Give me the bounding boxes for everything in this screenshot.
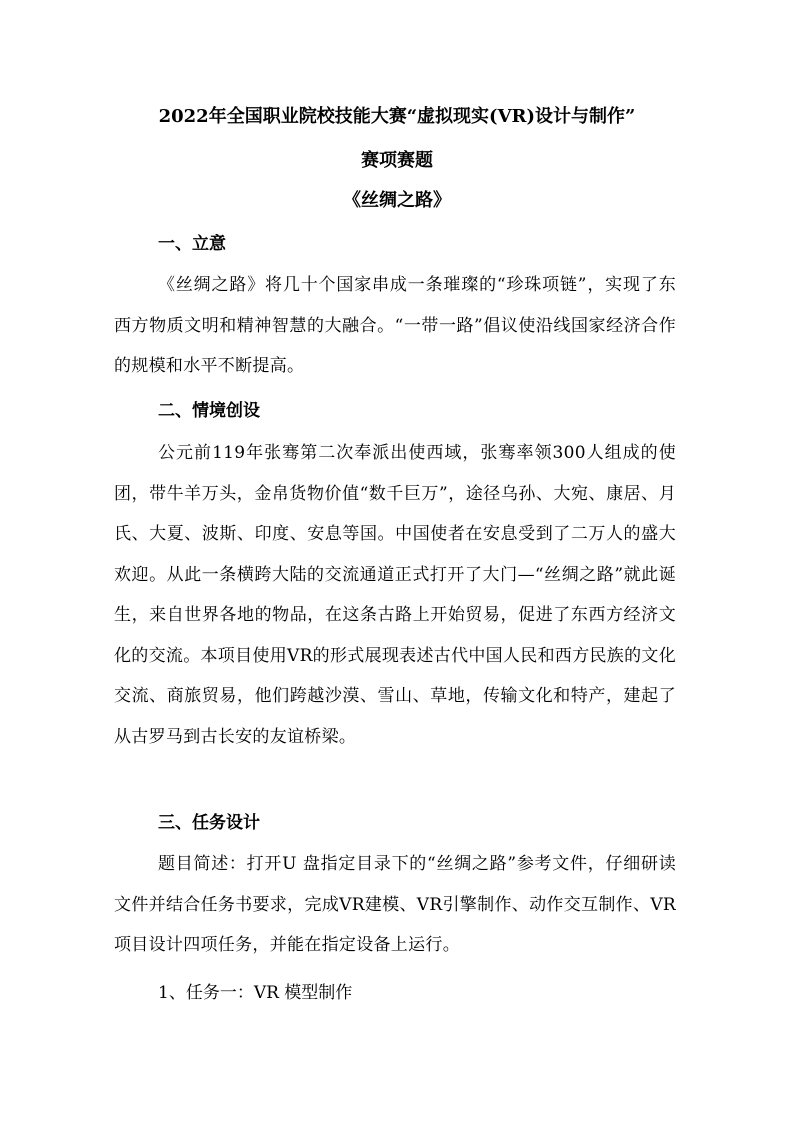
section-paragraph-task-design: 题目简述：打开U 盘指定目录下的“丝绸之路”参考文件，仔细研读文件并结合任务书要求，完成VR建模、VR引擎制作、动作交互制作、VR项目设计四项任务，并能在指定设备上运行。: [114, 854, 676, 955]
section-heading-scenario: 二、情境创设: [158, 401, 260, 421]
document-title-line-1: 2022年全国职业院校技能大赛“虚拟现实(VR)设计与制作”: [158, 106, 636, 127]
document-title-line-3: 《丝绸之路》: [343, 190, 451, 211]
section-paragraph-scenario: 公元前119年张骞第二次奉派出使西域，张骞率领300人组成的使团，带牛羊万头，金帛货物价值“数千巨万”，途径乌孙、大宛、康居、月氏、大夏、波斯、印度、安息等国。中国使者在安息受到了二万人的盛大欢迎。从此一条横跨大陆的交流通道正式打开了大门—“丝绸之路”就此诞生，来自世界各地的物品，在这条古路上开始贸易，促进了东西方经济文化的交流。本项目使用VR的形式展现表述古代中国人民和西方民族的文化交流、商旅贸易，他们跨越沙漠、雪山、草地，传输文化和特产，建起了从古罗马到古长安的友谊桥梁。: [114, 443, 676, 747]
section-paragraph-intent: 《丝绸之路》将几十个国家串成一条璀璨的“珍珠项链”，实现了东西方物质文明和精神智慧的大融合。“一带一路”倡议使沿线国家经济合作的规模和水平不断提高。: [114, 275, 676, 376]
document-title-line-2: 赛项赛题: [361, 150, 433, 171]
subitem-task-one: 1、任务一：VR 模型制作: [158, 983, 353, 1003]
section-heading-intent: 一、立意: [158, 234, 226, 254]
section-heading-task-design: 三、任务设计: [158, 813, 260, 833]
